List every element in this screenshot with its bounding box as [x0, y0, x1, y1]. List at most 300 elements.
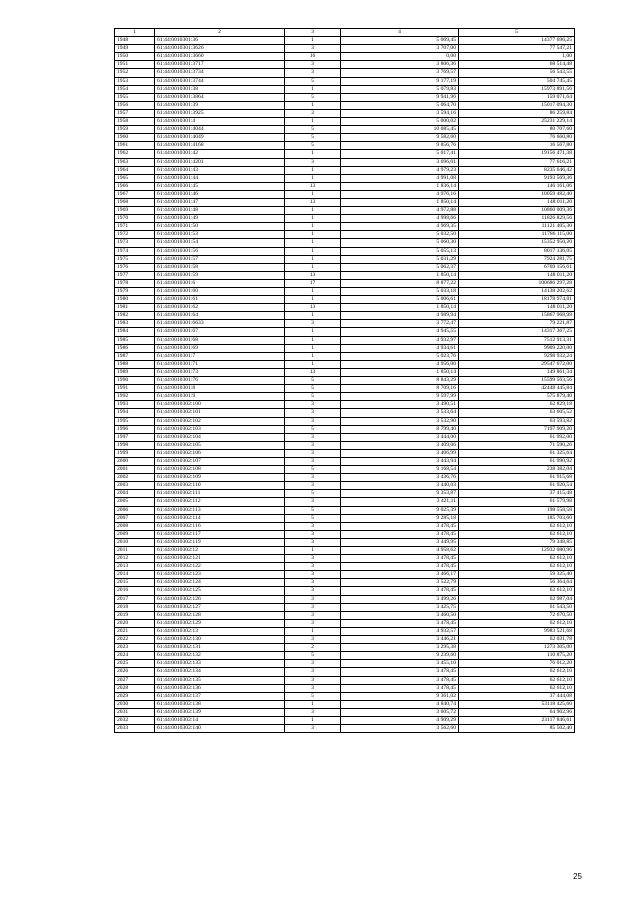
table-row: [115, 109, 575, 117]
area-cell: 4 932,57: [341, 627, 459, 635]
count-cell: 1: [285, 37, 341, 45]
value-cell: 62 612,10: [459, 522, 575, 530]
area-cell: 3 806,36: [341, 61, 459, 69]
count-cell: 3: [285, 708, 341, 716]
count-cell: 1: [285, 296, 341, 304]
value-cell: 148 011,20: [459, 271, 575, 279]
table-row: [115, 37, 575, 45]
value-cell: 15352 950,20: [459, 239, 575, 247]
row-number-cell: 1957: [115, 109, 155, 117]
table-row: [115, 368, 575, 376]
cadastral-number-cell: 61:44:0010301:4201: [155, 158, 285, 166]
cadastral-number-cell: 61:44:0010302:126: [155, 595, 285, 603]
area-cell: 4 991,08: [341, 174, 459, 182]
row-number-cell: 2025: [115, 660, 155, 668]
table-row: [115, 417, 575, 425]
area-cell: 4 945,55: [341, 328, 459, 336]
cadastral-number-cell: 61:44:0010301:49: [155, 215, 285, 223]
area-cell: 3 446,21: [341, 636, 459, 644]
value-cell: 79 348,85: [459, 538, 575, 546]
cadastral-number-cell: 61:44:0010301:39: [155, 101, 285, 109]
value-cell: 62 612,10: [459, 563, 575, 571]
value-cell: 80 707,60: [459, 126, 575, 134]
table-row: [115, 134, 575, 142]
cadastral-number-cell: 61:44:0010302:124: [155, 579, 285, 587]
table-row: [115, 595, 575, 603]
table-row: [115, 530, 575, 538]
row-number-cell: 1984: [115, 328, 155, 336]
table-row: [115, 53, 575, 61]
column-header-2: 2: [155, 29, 285, 37]
cadastral-number-cell: 61:44:0010301:4168: [155, 142, 285, 150]
cadastral-number-cell: 61:44:0010302:103: [155, 425, 285, 433]
cadastral-number-cell: 61:44:0010301:3864: [155, 93, 285, 101]
value-cell: 198 558,58: [459, 506, 575, 514]
row-number-cell: 2007: [115, 514, 155, 522]
row-number-cell: 1974: [115, 247, 155, 255]
count-cell: 1: [285, 627, 341, 635]
table-row: [115, 611, 575, 619]
table-row: [115, 85, 575, 93]
cadastral-number-cell: 61:44:0010302:106: [155, 449, 285, 457]
table-row: [115, 425, 575, 433]
table-row: [115, 547, 575, 555]
area-cell: 1 850,14: [341, 271, 459, 279]
table-row: [115, 441, 575, 449]
value-cell: 61 992,00: [459, 433, 575, 441]
count-cell: 1: [285, 150, 341, 158]
area-cell: 4 909,29: [341, 716, 459, 724]
area-cell: 9 353,87: [341, 490, 459, 498]
column-header-4: 4: [341, 29, 459, 37]
count-cell: 3: [285, 401, 341, 409]
area-cell: 5 079,83: [341, 85, 459, 93]
value-cell: 15867 968,98: [459, 312, 575, 320]
row-number-cell: 2023: [115, 644, 155, 652]
row-number-cell: 1979: [115, 288, 155, 296]
cadastral-number-cell: 61:44:0010302:114: [155, 514, 285, 522]
table-row: [115, 328, 575, 336]
value-cell: 7197 909,20: [459, 425, 575, 433]
table-row: [115, 271, 575, 279]
value-cell: 25231 229,14: [459, 118, 575, 126]
area-cell: 3 436,76: [341, 474, 459, 482]
area-cell: 4 934,61: [341, 344, 459, 352]
table-row: [115, 474, 575, 482]
area-cell: 3 532,90: [341, 417, 459, 425]
count-cell: 16: [285, 53, 341, 61]
count-cell: 3: [285, 555, 341, 563]
cadastral-number-cell: 61:44:0010302:137: [155, 692, 285, 700]
value-cell: 61 579,98: [459, 498, 575, 506]
cadastral-value-table: [114, 28, 575, 733]
row-number-cell: 2027: [115, 676, 155, 684]
table-row: [115, 304, 575, 312]
cadastral-number-cell: 61:44:0010302:133: [155, 660, 285, 668]
count-cell: 1: [285, 344, 341, 352]
cadastral-number-cell: 61:44:0010301:48: [155, 207, 285, 215]
count-cell: 3: [285, 538, 341, 546]
area-cell: 4 998,66: [341, 215, 459, 223]
row-number-cell: 2004: [115, 490, 155, 498]
count-cell: 3: [285, 611, 341, 619]
count-cell: 3: [285, 433, 341, 441]
area-cell: 3 466,17: [341, 571, 459, 579]
row-number-cell: 2022: [115, 636, 155, 644]
table-row: [115, 377, 575, 385]
value-cell: 14138 202,62: [459, 288, 575, 296]
area-cell: 3 295,38: [341, 644, 459, 652]
area-cell: 4 989,94: [341, 312, 459, 320]
value-cell: 62 612,10: [459, 619, 575, 627]
cadastral-number-cell: 61:44:0010302:110: [155, 482, 285, 490]
count-cell: 3: [285, 409, 341, 417]
count-cell: 5: [285, 77, 341, 85]
row-number-cell: 1950: [115, 53, 155, 61]
cadastral-number-cell: 61:44:0010302:109: [155, 474, 285, 482]
area-cell: 3 409,06: [341, 441, 459, 449]
table-row: [115, 636, 575, 644]
area-cell: 5 062,37: [341, 263, 459, 271]
row-number-cell: 2016: [115, 587, 155, 595]
count-cell: 3: [285, 69, 341, 77]
cadastral-number-cell: 61:44:0010301:47: [155, 198, 285, 206]
table-row: [115, 692, 575, 700]
value-cell: 23117 846,61: [459, 716, 575, 724]
row-number-cell: 2018: [115, 603, 155, 611]
row-number-cell: 2010: [115, 538, 155, 546]
row-number-cell: 1995: [115, 417, 155, 425]
value-cell: 238 382,04: [459, 466, 575, 474]
cadastral-number-cell: 61:44:0010301:3734: [155, 69, 285, 77]
area-cell: 3 478,45: [341, 563, 459, 571]
area-cell: 3 594,16: [341, 109, 459, 117]
value-cell: 76 660,80: [459, 134, 575, 142]
value-cell: 61 915,68: [459, 474, 575, 482]
value-cell: 62 987,04: [459, 595, 575, 603]
row-number-cell: 2000: [115, 457, 155, 465]
cadastral-number-cell: 61:44:0010301:64: [155, 312, 285, 320]
count-cell: 13: [285, 368, 341, 376]
table-row: [115, 579, 575, 587]
table-row: [115, 538, 575, 546]
row-number-cell: 2028: [115, 684, 155, 692]
row-number-cell: 2021: [115, 627, 155, 635]
area-cell: 5 055,13: [341, 247, 459, 255]
row-number-cell: 1968: [115, 198, 155, 206]
table-row: [115, 190, 575, 198]
row-number-cell: 1994: [115, 409, 155, 417]
row-number-cell: 1986: [115, 344, 155, 352]
count-cell: 1: [285, 231, 341, 239]
table-row: [115, 668, 575, 676]
row-number-cell: 2024: [115, 652, 155, 660]
cadastral-number-cell: 61:44:0010302:105: [155, 441, 285, 449]
cadastral-number-cell: 61:44:0010301:8: [155, 385, 285, 393]
value-cell: 575 879,40: [459, 393, 575, 401]
area-cell: 3 490,51: [341, 401, 459, 409]
value-cell: 8017 136,05: [459, 247, 575, 255]
value-cell: 42448 445,84: [459, 385, 575, 393]
row-number-cell: 1998: [115, 441, 155, 449]
table-row: [115, 61, 575, 69]
row-number-cell: 2002: [115, 474, 155, 482]
cadastral-number-cell: 61:44:0010302:108: [155, 466, 285, 474]
cadastral-number-cell: 61:44:0010301:38: [155, 85, 285, 93]
area-cell: 8 799,40: [341, 425, 459, 433]
count-cell: 3: [285, 587, 341, 595]
cadastral-number-cell: 61:44:0010302:107: [155, 457, 285, 465]
count-cell: 3: [285, 595, 341, 603]
count-cell: 1: [285, 166, 341, 174]
row-number-cell: 1982: [115, 312, 155, 320]
value-cell: 37 415,48: [459, 490, 575, 498]
row-number-cell: 1954: [115, 85, 155, 93]
cadastral-number-cell: 61:44:0010302:121: [155, 555, 285, 563]
row-number-cell: 2009: [115, 530, 155, 538]
row-number-cell: 2017: [115, 595, 155, 603]
value-cell: 63 605,52: [459, 409, 575, 417]
value-cell: 77 547,21: [459, 45, 575, 53]
table-row: [115, 239, 575, 247]
column-header-5: 5: [459, 29, 575, 37]
value-cell: 79 221,87: [459, 320, 575, 328]
value-cell: 1,00: [459, 53, 575, 61]
area-cell: 8 843,29: [341, 377, 459, 385]
cadastral-number-cell: 61:44:0010301:73: [155, 368, 285, 376]
area-cell: 3 769,57: [341, 69, 459, 77]
row-number-cell: 1952: [115, 69, 155, 77]
value-cell: 61 325,64: [459, 449, 575, 457]
row-number-cell: 1975: [115, 255, 155, 263]
area-cell: 9 285,18: [341, 514, 459, 522]
value-cell: 15973 891,56: [459, 85, 575, 93]
value-cell: 149 861,34: [459, 368, 575, 376]
table-row: [115, 393, 575, 401]
row-number-cell: 1959: [115, 126, 155, 134]
area-cell: 3 478,45: [341, 676, 459, 684]
count-cell: 3: [285, 474, 341, 482]
row-number-cell: 1992: [115, 393, 155, 401]
row-number-cell: 1967: [115, 190, 155, 198]
row-number-cell: 1990: [115, 377, 155, 385]
area-cell: 3 425,75: [341, 603, 459, 611]
area-cell: 3 440,03: [341, 482, 459, 490]
table-row: [115, 150, 575, 158]
count-cell: 3: [285, 498, 341, 506]
table-row: [115, 433, 575, 441]
area-cell: 3 478,45: [341, 530, 459, 538]
cadastral-number-cell: 61:44:0010301:4: [155, 118, 285, 126]
table-row: [115, 716, 575, 724]
table-row: [115, 255, 575, 263]
table-row: [115, 69, 575, 77]
cadastral-number-cell: 61:44:0010301:50: [155, 223, 285, 231]
value-cell: 185 703,60: [459, 514, 575, 522]
area-cell: 3 455,10: [341, 660, 459, 668]
area-cell: 3 562,60: [341, 725, 459, 733]
area-cell: 3 460,50: [341, 611, 459, 619]
cadastral-number-cell: 61:44:0010301:6633: [155, 320, 285, 328]
table-row: [115, 118, 575, 126]
row-number-cell: 1949: [115, 45, 155, 53]
cadastral-number-cell: 61:44:0010302:13: [155, 627, 285, 635]
area-cell: 9 025,39: [341, 506, 459, 514]
table-row: [115, 506, 575, 514]
table-row: [115, 198, 575, 206]
table-row: [115, 263, 575, 271]
area-cell: 5 023,76: [341, 352, 459, 360]
table-row: [115, 385, 575, 393]
cadastral-number-cell: 61:44:0010302:131: [155, 644, 285, 652]
row-number-cell: 2001: [115, 466, 155, 474]
row-number-cell: 2029: [115, 692, 155, 700]
count-cell: 3: [285, 603, 341, 611]
value-cell: 18178 974,81: [459, 296, 575, 304]
row-number-cell: 2020: [115, 619, 155, 627]
count-cell: 1: [285, 255, 341, 263]
row-number-cell: 1970: [115, 215, 155, 223]
count-cell: 1: [285, 85, 341, 93]
area-cell: 8 877,22: [341, 279, 459, 287]
table-row: [115, 522, 575, 530]
cadastral-number-cell: 61:44:0010302:122: [155, 563, 285, 571]
count-cell: 5: [285, 393, 341, 401]
table-row: [115, 563, 575, 571]
table-row: [115, 457, 575, 465]
area-cell: 10 085,45: [341, 126, 459, 134]
area-cell: 4 958,62: [341, 547, 459, 555]
row-number-cell: 1993: [115, 401, 155, 409]
value-cell: 159 071,64: [459, 93, 575, 101]
table-row: [115, 101, 575, 109]
row-number-cell: 1960: [115, 134, 155, 142]
cadastral-number-cell: 61:44:0010302:129: [155, 619, 285, 627]
cadastral-number-cell: 61:44:0010302:140: [155, 725, 285, 733]
count-cell: 13: [285, 271, 341, 279]
area-cell: 4 979,23: [341, 166, 459, 174]
area-cell: 4 956,00: [341, 360, 459, 368]
cadastral-number-cell: 61:44:0010302:138: [155, 700, 285, 708]
count-cell: 1: [285, 247, 341, 255]
value-cell: 61 543,50: [459, 603, 575, 611]
count-cell: 3: [285, 660, 341, 668]
row-number-cell: 1966: [115, 182, 155, 190]
row-number-cell: 1948: [115, 37, 155, 45]
area-cell: 3 478,45: [341, 522, 459, 530]
area-cell: 1 850,14: [341, 368, 459, 376]
cadastral-number-cell: 61:44:0010302:127: [155, 603, 285, 611]
value-cell: 504 745,45: [459, 77, 575, 85]
value-cell: 9909 220,00: [459, 344, 575, 352]
count-cell: 1: [285, 312, 341, 320]
count-cell: 13: [285, 304, 341, 312]
area-cell: 5 006,61: [341, 296, 459, 304]
count-cell: 17: [285, 279, 341, 287]
table-row: [115, 644, 575, 652]
count-cell: 3: [285, 522, 341, 530]
column-header-3: 3: [285, 29, 341, 37]
count-cell: 5: [285, 377, 341, 385]
value-cell: 29547 672,00: [459, 360, 575, 368]
value-cell: 14377 696,25: [459, 37, 575, 45]
area-cell: 9 361,02: [341, 692, 459, 700]
table-row: [115, 449, 575, 457]
value-cell: 1273 305,00: [459, 644, 575, 652]
row-number-cell: 2019: [115, 611, 155, 619]
count-cell: 5: [285, 142, 341, 150]
count-cell: 1: [285, 207, 341, 215]
row-number-cell: 1961: [115, 142, 155, 150]
table-header-row: [115, 29, 575, 37]
area-cell: 5 069,45: [341, 37, 459, 45]
row-number-cell: 1988: [115, 360, 155, 368]
area-cell: 0,00: [341, 53, 459, 61]
area-cell: 3 478,45: [341, 619, 459, 627]
table-row: [115, 45, 575, 53]
count-cell: 3: [285, 563, 341, 571]
cadastral-number-cell: 61:44:0010302:102: [155, 417, 285, 425]
count-cell: 13: [285, 198, 341, 206]
table-row: [115, 498, 575, 506]
table-row: [115, 174, 575, 182]
cadastral-number-cell: 61:44:0010301:53: [155, 231, 285, 239]
table-row: [115, 288, 575, 296]
value-cell: 146 161,06: [459, 182, 575, 190]
row-number-cell: 2008: [115, 522, 155, 530]
count-cell: 3: [285, 457, 341, 465]
area-cell: 9 597,99: [341, 393, 459, 401]
value-cell: 14317 367,25: [459, 328, 575, 336]
value-cell: 10059 482,40: [459, 190, 575, 198]
table-row: [115, 466, 575, 474]
value-cell: 77 616,21: [459, 158, 575, 166]
table-row: [115, 401, 575, 409]
cadastral-number-cell: 61:44:0010301:68: [155, 336, 285, 344]
cadastral-number-cell: 61:44:0010301:62: [155, 304, 285, 312]
value-cell: 59 325,40: [459, 571, 575, 579]
value-cell: 6769 156,61: [459, 263, 575, 271]
value-cell: 62 612,10: [459, 587, 575, 595]
count-cell: 1: [285, 263, 341, 271]
table-row: [115, 587, 575, 595]
count-cell: 1: [285, 174, 341, 182]
area-cell: 4 976,16: [341, 190, 459, 198]
area-cell: 9 941,96: [341, 93, 459, 101]
table-row: [115, 166, 575, 174]
value-cell: 110 875,20: [459, 652, 575, 660]
cadastral-number-cell: 61:44:0010302:135: [155, 676, 285, 684]
column-header-1: 1: [115, 29, 155, 37]
value-cell: 72 670,50: [459, 611, 575, 619]
area-cell: 9 168,54: [341, 466, 459, 474]
count-cell: 1: [285, 328, 341, 336]
cadastral-number-cell: 61:44:0010301:42: [155, 150, 285, 158]
value-cell: 63 593,82: [459, 417, 575, 425]
count-cell: 3: [285, 109, 341, 117]
row-number-cell: 1989: [115, 368, 155, 376]
count-cell: 5: [285, 652, 341, 660]
value-cell: 37 444,08: [459, 692, 575, 700]
area-cell: 3 696,01: [341, 158, 459, 166]
row-number-cell: 1962: [115, 150, 155, 158]
area-cell: 3 533,64: [341, 409, 459, 417]
page-number: 25: [573, 872, 582, 881]
area-cell: 3 478,45: [341, 684, 459, 692]
area-cell: 3 406,99: [341, 449, 459, 457]
count-cell: 5: [285, 466, 341, 474]
cadastral-number-cell: 61:44:0010302:116: [155, 522, 285, 530]
